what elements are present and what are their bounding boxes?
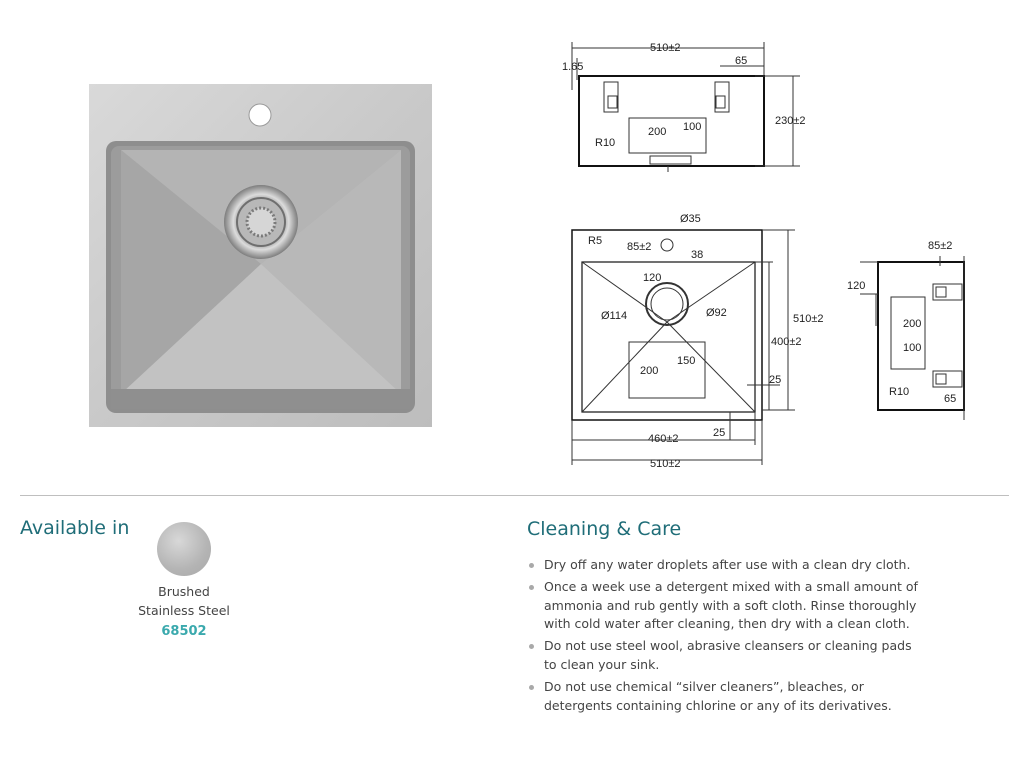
top-tap-hole-dim: Ø35 <box>680 213 701 225</box>
top-depth-inner: 400±2 <box>771 336 802 348</box>
section-divider <box>20 495 1009 496</box>
technical-drawings <box>555 30 995 480</box>
side-bracket-dim: 65 <box>944 393 957 405</box>
finish-name-line2: Stainless Steel <box>138 603 230 618</box>
front-thickness-dim: 1.65 <box>562 61 584 73</box>
top-tap-gap: 38 <box>691 249 704 261</box>
care-item: Do not use chemical “silver cleaners”, bleaches, or detergents containing chlorine or any of its derivatives. <box>527 678 927 715</box>
side-view-drawing <box>847 240 964 420</box>
side-label-width: 200 <box>903 318 922 330</box>
top-outer-width: 510±2 <box>650 458 681 470</box>
top-view-drawing <box>572 213 824 470</box>
front-bracket-dim: 65 <box>735 55 748 67</box>
care-item: Dry off any water droplets after use with a clean dry cloth. <box>527 556 927 575</box>
product-code: 68502 <box>161 624 207 639</box>
side-label-height: 100 <box>903 342 922 354</box>
front-height-dim: 230±2 <box>775 115 806 127</box>
cleaning-care-heading: Cleaning & Care <box>527 518 682 540</box>
top-waste-outer: Ø114 <box>601 310 628 322</box>
top-waste-offset: 120 <box>643 272 662 284</box>
finish-name-line1: Brushed <box>158 584 210 599</box>
top-corner-radius: R5 <box>588 235 603 247</box>
sink-photo <box>89 84 432 427</box>
top-waste-inner: Ø92 <box>706 307 727 319</box>
top-inner-width: 460±2 <box>648 433 679 445</box>
side-offset-dim: 85±2 <box>928 240 953 252</box>
side-top-gap: 120 <box>847 280 866 292</box>
front-view-drawing <box>562 42 806 172</box>
top-depth-outer: 510±2 <box>793 313 824 325</box>
front-label-width: 200 <box>648 126 667 138</box>
top-tap-offset: 85±2 <box>627 241 652 253</box>
top-rim-right: 25 <box>769 374 782 386</box>
care-item: Once a week use a detergent mixed with a small amount of ammonia and rub gently with a soft cloth. Rinse thoroughly with cold water after cleaning, then dry with a clean cloth. <box>527 578 927 634</box>
top-label-width: 200 <box>640 365 659 377</box>
side-radius: R10 <box>889 386 910 398</box>
care-item: Do not use steel wool, abrasive cleansers or cleaning pads to clean your sink. <box>527 637 927 674</box>
available-in-heading: Available in <box>20 517 130 539</box>
front-radius-dim: R10 <box>595 137 616 149</box>
top-rim-bottom: 25 <box>713 427 726 439</box>
front-label-height: 100 <box>683 121 702 133</box>
finish-swatch[interactable] <box>157 522 211 576</box>
finish-name <box>128 582 240 620</box>
care-list <box>527 556 927 719</box>
top-label-height: 150 <box>677 355 696 367</box>
front-width-dim: 510±2 <box>650 42 681 54</box>
